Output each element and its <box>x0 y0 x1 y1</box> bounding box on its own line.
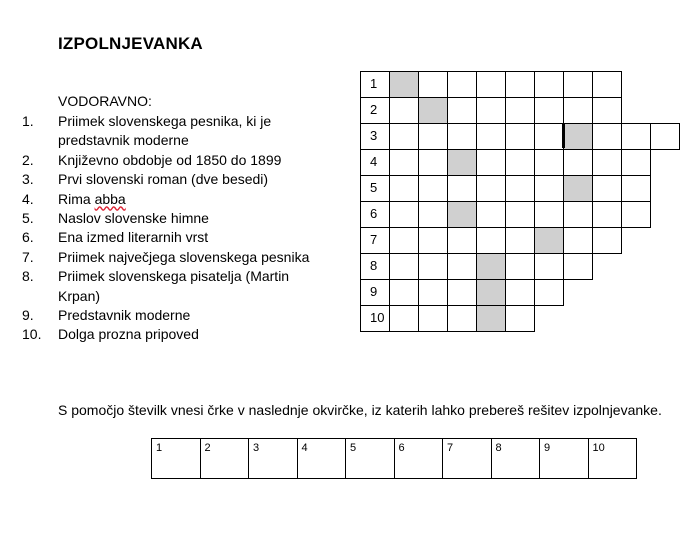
grid-cell[interactable] <box>389 201 419 228</box>
answer-box[interactable]: 10 <box>588 438 638 479</box>
clue-text: Književno obdobje od 1850 do 1899 <box>58 151 282 168</box>
clue-text: Priimek slovenskega pisatelja (Martin Krpan) <box>58 268 290 304</box>
grid-cell[interactable] <box>505 71 535 98</box>
answer-box[interactable]: 7 <box>442 438 492 479</box>
grid-cell-solution[interactable] <box>476 305 506 332</box>
grid-cell[interactable] <box>389 279 419 306</box>
grid-cell[interactable] <box>534 279 564 306</box>
grid-row-number: 9 <box>360 279 390 306</box>
clue-number: 7. <box>22 248 34 265</box>
grid-cell[interactable] <box>563 71 593 98</box>
grid-cell[interactable] <box>418 123 448 150</box>
clue-number: 4. <box>22 190 34 207</box>
grid-row-number: 2 <box>360 97 390 124</box>
grid-cell[interactable] <box>389 97 419 124</box>
grid-cell[interactable] <box>418 201 448 228</box>
clue-number: 2. <box>22 151 34 168</box>
clue-text: Prvi slovenski roman (dve besedi) <box>58 171 269 188</box>
grid-cell[interactable] <box>476 97 506 124</box>
grid-cell-solution[interactable] <box>418 97 448 124</box>
clue-item <box>22 209 322 228</box>
grid-cell[interactable] <box>447 253 477 280</box>
clue-text: Priimek slovenskega pesnika, ki je predstavnik moderne <box>58 113 272 149</box>
clue-item <box>22 190 322 209</box>
grid-row-number: 6 <box>360 201 390 228</box>
clue-number: 5. <box>22 210 34 227</box>
grid-cell[interactable] <box>534 97 564 124</box>
grid-cell-solution[interactable] <box>447 201 477 228</box>
grid-cell-solution[interactable] <box>476 279 506 306</box>
grid-cell[interactable] <box>563 253 593 280</box>
grid-row-number: 1 <box>360 71 390 98</box>
grid-cell[interactable] <box>447 97 477 124</box>
answer-box[interactable]: 2 <box>200 438 250 479</box>
clue-number: 8. <box>22 268 34 285</box>
clue-item <box>22 306 322 325</box>
grid-cell[interactable] <box>621 201 651 228</box>
clue-item <box>22 325 322 344</box>
grid-cell-solution[interactable] <box>534 227 564 254</box>
grid-cell[interactable] <box>534 71 564 98</box>
grid-cell[interactable] <box>476 227 506 254</box>
clue-list <box>22 112 322 345</box>
grid-cell[interactable] <box>418 279 448 306</box>
clue-item <box>22 228 322 247</box>
clue-text: Priimek največjega slovenskega pesnika <box>58 248 310 265</box>
grid-cell[interactable] <box>621 149 651 176</box>
grid-cell-solution[interactable] <box>563 123 593 150</box>
grid-cell[interactable] <box>418 149 448 176</box>
grid-cell[interactable] <box>592 71 622 98</box>
grid-cell[interactable] <box>447 175 477 202</box>
clue-number: 1. <box>22 113 34 129</box>
grid-cell[interactable] <box>389 123 419 150</box>
grid-cell[interactable] <box>447 227 477 254</box>
grid-cell[interactable] <box>476 123 506 150</box>
clue-item <box>22 267 322 306</box>
grid-cell-solution[interactable] <box>476 253 506 280</box>
spellcheck-flagged-word: abba <box>94 190 126 207</box>
clue-item <box>22 170 322 189</box>
grid-cell[interactable] <box>563 97 593 124</box>
grid-cell[interactable] <box>418 253 448 280</box>
grid-cell[interactable] <box>447 305 477 332</box>
grid-row-number: 7 <box>360 227 390 254</box>
answer-box[interactable]: 3 <box>248 438 298 479</box>
grid-cell[interactable] <box>534 201 564 228</box>
grid-cell[interactable] <box>447 123 477 150</box>
grid-cell[interactable] <box>476 71 506 98</box>
clue-number: 6. <box>22 229 34 246</box>
grid-cell[interactable] <box>389 149 419 176</box>
grid-cell[interactable] <box>505 279 535 306</box>
grid-cell[interactable] <box>534 123 564 150</box>
grid-cell[interactable] <box>389 305 419 332</box>
clue-text: Predstavnik moderne <box>58 307 191 324</box>
clue-text-part: Rima <box>58 190 95 207</box>
grid-row-number: 4 <box>360 149 390 176</box>
grid-cell[interactable] <box>418 175 448 202</box>
grid-cell[interactable] <box>476 149 506 176</box>
clues-heading: VODORAVNO: <box>58 93 152 109</box>
instruction-text: S pomočjo številk vnesi črke v naslednje okvirčke, iz katerih lahko prebereš rešitev izpolnjevanke. <box>58 402 662 418</box>
grid-cell[interactable] <box>592 149 622 176</box>
answer-box[interactable]: 6 <box>394 438 444 479</box>
grid-cell[interactable] <box>650 123 680 150</box>
text-cursor <box>562 124 565 148</box>
grid-cell[interactable] <box>476 201 506 228</box>
grid-cell-solution[interactable] <box>563 175 593 202</box>
clue-item <box>22 248 322 267</box>
clue-text: Dolga prozna pripoved <box>58 326 199 343</box>
grid-cell[interactable] <box>563 201 593 228</box>
answer-box[interactable]: 1 <box>151 438 201 479</box>
answer-box[interactable]: 4 <box>297 438 347 479</box>
answer-box[interactable]: 8 <box>491 438 541 479</box>
clue-text: Ena izmed literarnih vrst <box>58 229 209 246</box>
grid-cell[interactable] <box>476 175 506 202</box>
grid-cell[interactable] <box>534 175 564 202</box>
grid-cell-solution[interactable] <box>389 71 419 98</box>
grid-cell-solution[interactable] <box>447 149 477 176</box>
grid-row-number: 10 <box>360 305 390 332</box>
grid-cell[interactable] <box>592 97 622 124</box>
grid-cell[interactable] <box>505 149 535 176</box>
grid-cell[interactable] <box>505 253 535 280</box>
grid-cell[interactable] <box>418 227 448 254</box>
grid-cell[interactable] <box>505 201 535 228</box>
grid-cell[interactable] <box>592 123 622 150</box>
grid-cell[interactable] <box>447 71 477 98</box>
clue-text <box>58 190 322 209</box>
grid-cell[interactable] <box>505 227 535 254</box>
grid-cell[interactable] <box>621 123 651 150</box>
grid-cell[interactable] <box>389 227 419 254</box>
clue-item <box>22 151 322 170</box>
grid-cell[interactable] <box>389 175 419 202</box>
grid-cell[interactable] <box>534 149 564 176</box>
clue-text: Naslov slovenske himne <box>58 210 209 227</box>
page-title: IZPOLNJEVANKA <box>58 34 203 53</box>
grid-cell[interactable] <box>505 123 535 150</box>
clue-number: 9. <box>22 307 34 324</box>
grid-cell[interactable] <box>563 149 593 176</box>
clue-number: 10. <box>22 326 42 343</box>
grid-cell[interactable] <box>505 175 535 202</box>
grid-cell[interactable] <box>621 175 651 202</box>
grid-row-number: 5 <box>360 175 390 202</box>
grid-cell[interactable] <box>592 201 622 228</box>
grid-cell[interactable] <box>505 305 535 332</box>
grid-cell[interactable] <box>563 227 593 254</box>
grid-cell[interactable] <box>389 253 419 280</box>
clue-number: 3. <box>22 171 34 188</box>
answer-box[interactable]: 5 <box>345 438 395 479</box>
grid-cell[interactable] <box>418 71 448 98</box>
answer-box[interactable]: 9 <box>539 438 589 479</box>
grid-cell[interactable] <box>418 305 448 332</box>
clue-item <box>22 112 322 151</box>
grid-row-number: 8 <box>360 253 390 280</box>
grid-cell[interactable] <box>592 227 622 254</box>
grid-row-number: 3 <box>360 123 390 150</box>
grid-cell[interactable] <box>534 253 564 280</box>
grid-cell[interactable] <box>447 279 477 306</box>
grid-cell[interactable] <box>505 97 535 124</box>
grid-cell[interactable] <box>592 175 622 202</box>
